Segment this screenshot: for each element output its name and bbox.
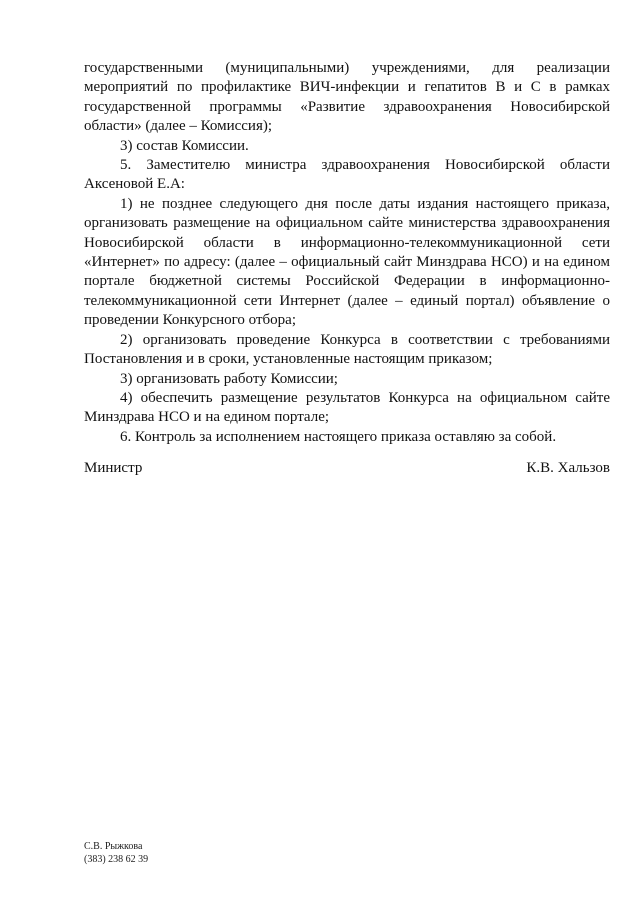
paragraph-commission-composition: 3) состав Комиссии. (120, 137, 249, 154)
signature-block (84, 459, 610, 478)
signatory-position: Министр (84, 460, 143, 476)
paragraph-publish-results: 4) обеспечить размещение результатов Конкурса на официальном сайте Минздрава НСО и на едином портале; (84, 389, 610, 426)
paragraph-publish-announcement: 1) не позднее следующего дня после даты издания настоящего приказа, организовать размещение на официальном сайте министерства здравоохранения Новосибирской области в информационно-телекоммуникационной сети «Интернет» по адресу: (далее – официальный сайт Минздрава НСО) и на едином портале бюджетной системы Российской Федерации в информационно-телекоммуникационной сети Интернет (далее – единый портал) объявление о проведении Конкурсного отбора; (84, 195, 610, 329)
paragraph-control: 6. Контроль за исполнением настоящего приказа оставляю за собой. (120, 428, 557, 445)
executor-block (84, 840, 148, 866)
signatory-name: К.В. Хальзов (526, 460, 610, 476)
paragraph-organize-contest: 2) организовать проведение Конкурса в соответствии с требованиями Постановления и в сроки, установленные настоящим приказом; (84, 331, 610, 368)
document-body (84, 59, 610, 447)
executor-phone: (383) 238 62 39 (84, 854, 149, 865)
executor-name: С.В. Рыжкова (84, 841, 143, 852)
paragraph-deputy-minister: 5. Заместителю министра здравоохранения Новосибирской области Аксеновой Е.А: (84, 157, 610, 193)
paragraph-organize-commission: 3) организовать работу Комиссии; (120, 370, 338, 387)
paragraph-commission-definition: государственными (муниципальными) учреждениями, для реализации мероприятий по профилактике ВИЧ-инфекции и гепатитов В и С в рамках государственной программы «Развитие здравоохранения Новосибирской области» (далее – Комиссия); (84, 60, 610, 135)
